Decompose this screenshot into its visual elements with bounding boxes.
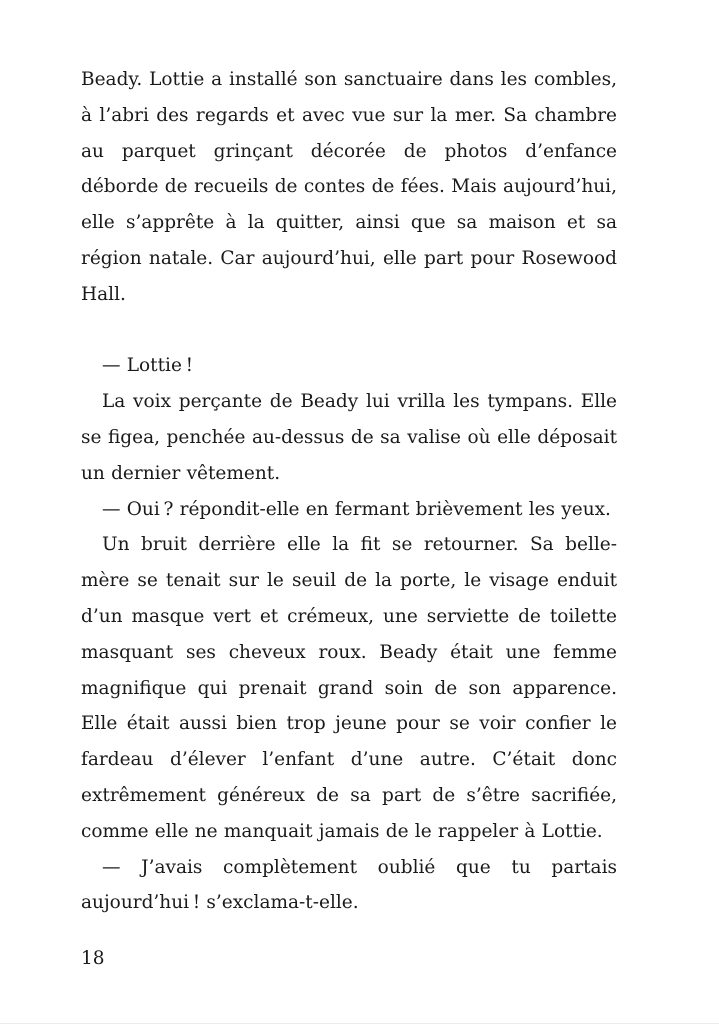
dialogue-line-oui: — Oui ? répondit-elle en fermant brièvement les yeux.	[102, 498, 611, 520]
paragraph-stepmother: Un bruit derrière elle la fit se retourner. Sa belle-mère se tenait sur le seuil de la porte, le visage enduit d’un masque vert et crémeux, une serviette de toilette masquant ses cheveux roux. Beady était une femme magnifique qui prenait grand soin de son apparence. Elle était aussi bien trop jeune pour se voir confier le fardeau d’élever l’enfant d’une autre. C’était donc extrêmement généreux de sa part de s’être sacrifiée, comme elle ne manquait jamais de le rappeler à Lottie.	[81, 534, 617, 842]
dialogue-line-exclamation: — J’avais complètement oublié que tu partais aujourd’hui ! s’exclama-t-elle.	[81, 856, 617, 914]
dialogue-line-lottie: — Lottie !	[102, 355, 194, 377]
paragraph-voice: La voix perçante de Beady lui vrilla les tympans. Elle se figea, penchée au-dessus de sa valise où elle déposait un dernier vêtement.	[81, 391, 617, 484]
page-text	[81, 62, 617, 921]
page-number: 18	[81, 948, 105, 969]
paragraph-opening: Beady. Lottie a installé son sanctuaire dans les combles, à l’abri des regards et avec vue sur la mer. Sa chambre au parquet grinçant décorée de photos d’enfance déborde de recueils de contes de fées. Mais aujourd’hui, elle s’apprête à la quitter, ainsi que sa maison et sa région natale. Car aujourd’hui, elle part pour Rosewood Hall.	[81, 69, 617, 305]
